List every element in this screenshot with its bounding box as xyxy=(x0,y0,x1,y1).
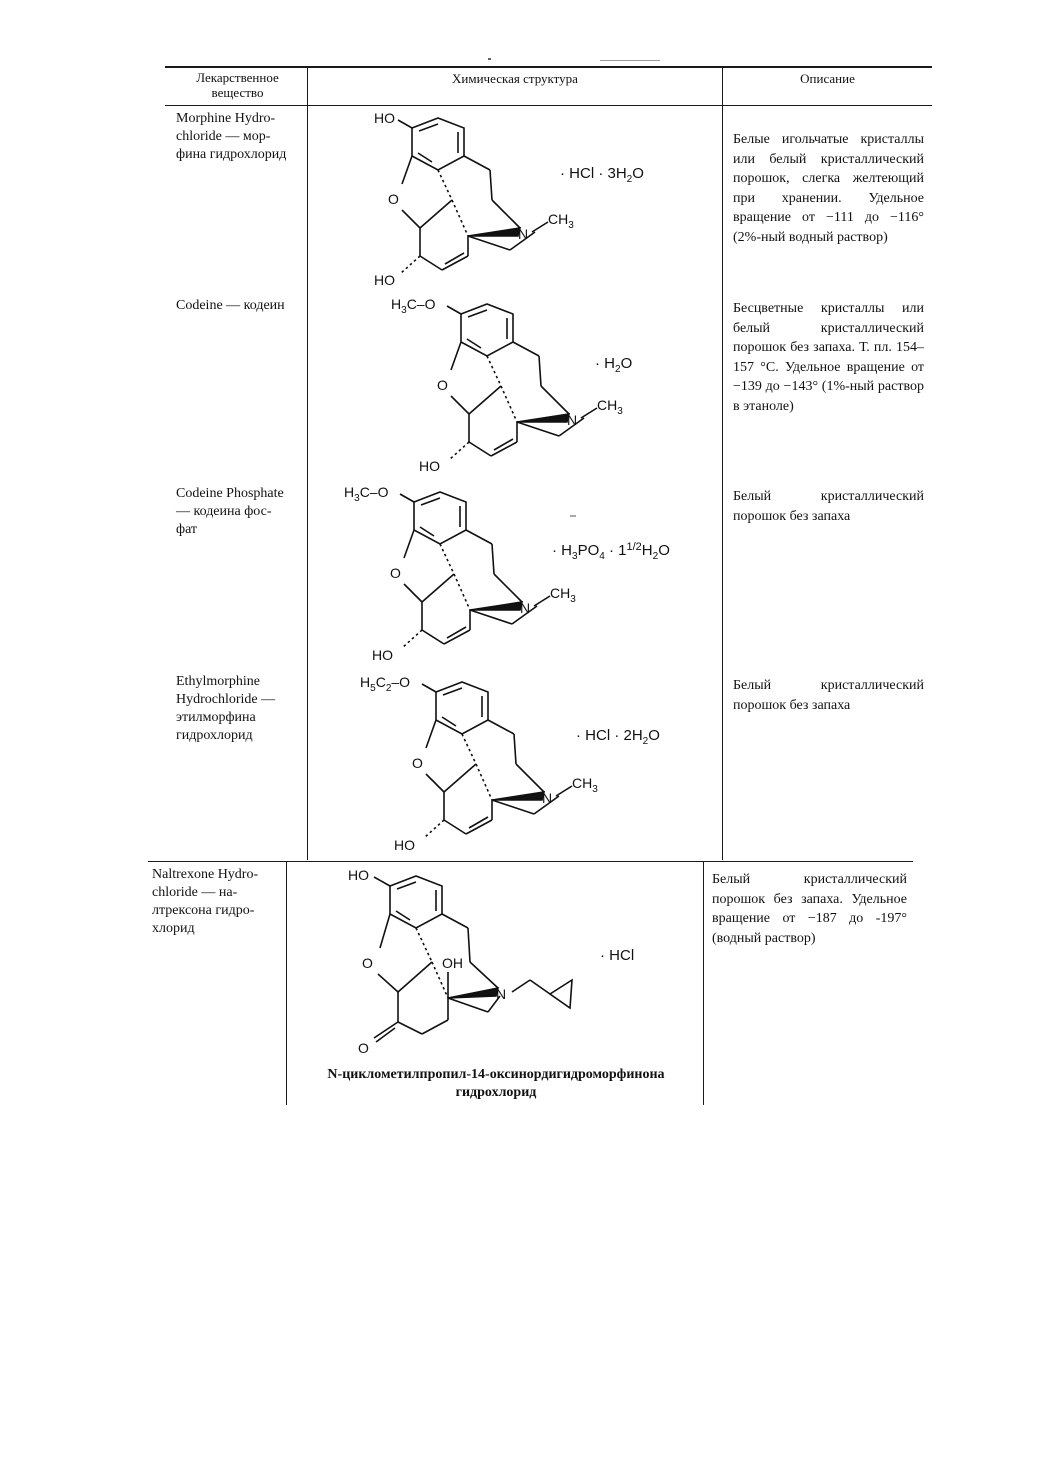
methoxy-label: $H_3C-O$ xyxy=(391,296,436,316)
methoxy-label: $H_3C-O$ xyxy=(344,484,389,504)
ethoxy-label: $H_5C_2-O$ xyxy=(360,674,411,694)
nitrogen-label: N xyxy=(518,226,529,242)
row-name: Naltrexone Hydro- chloride — на- лтрексона гидро- хлорид xyxy=(152,867,259,936)
scan-speck xyxy=(600,60,660,61)
nitrogen-label: N xyxy=(496,986,507,1002)
row-description: Белые игольчатые кристаллы или белый кристаллический порошок, слегка желтеющий при хранении. Удельное вращение от −111 до −116° (2%-ный водный раствор) xyxy=(733,132,924,245)
row-description: Белый кристаллический порошок без запаха xyxy=(733,678,924,713)
row-name: Codeine — кодеин xyxy=(176,298,285,313)
table-top-rule xyxy=(165,66,932,68)
row-description: Бесцветные кристаллы или белый кристаллический порошок без запаха. Т. пл. 154–157 °С. Удельное вращение от −139 до −143° (1%-ный раствор в этаноле) xyxy=(733,301,924,414)
nitrogen-label: N xyxy=(542,790,553,806)
ethylmorphine-structure-diagram xyxy=(356,668,696,858)
scan-speck xyxy=(488,58,491,60)
salt-formula: · HCl · $2H_2O$ xyxy=(576,727,660,747)
ketone-oxygen-label: O xyxy=(358,1040,369,1056)
row-name: Codeine Phosphate — кодеина фос- фат xyxy=(176,486,284,537)
hydroxyl-label: HO xyxy=(374,110,395,126)
methyl-label: $CH_3$ xyxy=(572,775,598,795)
salt-formula: · HCl xyxy=(600,947,635,964)
hydroxyl-label: HO xyxy=(374,272,395,288)
salt-formula: · $H_2O$ xyxy=(595,355,633,375)
row-description: Белый кристаллический порошок без запаха. Удельное вращение от −187 до -197° (водный раствор) xyxy=(712,872,907,946)
row-name: Morphine Hydro- chloride — мор- фина гидрохлорид xyxy=(176,111,287,162)
hydroxyl-label: HO xyxy=(348,867,369,883)
structure-caption: N-циклометилпропил-14-оксинордигидроморфинона гидрохлорид xyxy=(327,1067,665,1100)
header-description: Описание xyxy=(800,71,855,86)
ether-oxygen-label: O xyxy=(388,191,399,207)
ether-oxygen-label: O xyxy=(412,755,423,771)
scan-speck xyxy=(570,515,576,517)
ether-oxygen-label: O xyxy=(362,955,373,971)
column-divider-left xyxy=(307,66,308,860)
hydroxyl-oh-label: OH xyxy=(442,955,463,971)
morphine-structure-diagram xyxy=(360,104,690,294)
header-substance: Лекарственное вещество xyxy=(196,70,279,100)
salt-formula: · HCl · $3H_2O$ xyxy=(560,165,644,185)
hydroxyl-label: HO xyxy=(394,837,415,853)
column-divider-right xyxy=(722,66,723,860)
methyl-label: $CH_3$ xyxy=(548,211,574,231)
hydroxyl-label: HO xyxy=(419,458,440,474)
codeine-structure-diagram xyxy=(385,290,685,480)
nitrogen-label: N xyxy=(520,600,531,616)
row-description: Белый кристаллический порошок без запаха xyxy=(733,489,924,524)
codeine-phosphate-structure-diagram xyxy=(340,478,700,668)
lower-divider-right xyxy=(703,861,704,1105)
methyl-label: $CH_3$ xyxy=(597,397,623,417)
methyl-label: $CH_3$ xyxy=(550,585,576,605)
header-structure: Химическая структура xyxy=(452,71,578,86)
nitrogen-label: N xyxy=(567,412,578,428)
hydroxyl-label: HO xyxy=(372,647,393,663)
lower-divider-left xyxy=(286,861,287,1105)
salt-formula: · $H_3PO_4 \cdot 1^{1/2}H_2O$ xyxy=(552,541,670,562)
ether-oxygen-label: O xyxy=(390,565,401,581)
row-name: Ethylmorphine Hydrochloride — этилморфина гидрохлорид xyxy=(176,674,276,743)
ether-oxygen-label: O xyxy=(437,377,448,393)
naltrexone-structure-diagram xyxy=(340,862,680,1062)
